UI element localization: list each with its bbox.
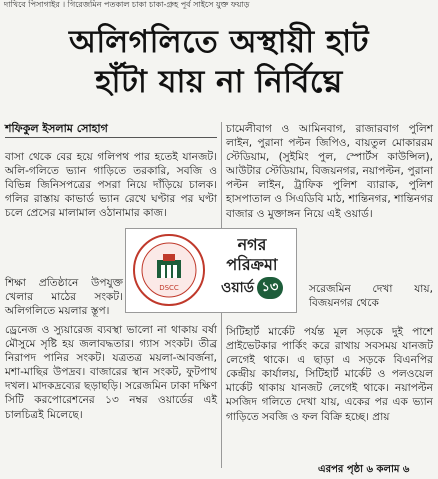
body-text: বাসা থেকে বের হয়ে গলিপথ পার হতেই যানজট। অলি-গলিতে ভ্যান গাড়িতে তরকারি, সবজি ও বিভিন্ন জিনিসপত্রের পসরা নিয়ে দাঁড়িয়ে চালক। গলির রাস্তায় কাভার্ড ভ্যান রেখে ঘণ্টার পর ঘণ্টা চলে প্রেসের মালামাল ওঠানামার কাজ।	[5, 151, 217, 220]
left-column-paragraph-2	[5, 276, 123, 318]
right-column-paragraph-3	[226, 325, 433, 424]
body-text: চামেলীবাগ ও আমিনবাগ, রাজারবাগ পুলিশ লাইন, পুরানা পল্টন জিপিও, বায়তুল মোকাররম স্টেডিয়াম, (সুইমিং পুল, স্পোর্টস কাউন্সিল), আউটার স্টেডিয়াম, বিজয়নগর, নয়াপল্টন, পুরানা পল্টন লাইন, ট্রাফিক পুলিশ ব্যারাক, পুলিশ হাসপাতাল ও সিএডিবি মাঠ, শান্তিনগর, শান্তিনগর বাজার ও মুক্তাঙ্গন নিয়ে এই ওয়ার্ড।	[226, 123, 433, 220]
box-title-line-2: পরিক্রমা	[226, 255, 278, 274]
body-text: সরেজমিন দেখা যায়, বিজয়নগর থেকে	[309, 283, 433, 310]
right-column-paragraph-2	[309, 282, 433, 310]
nagar-parikrama-box	[125, 228, 297, 313]
body-text: শিক্ষা প্রতিষ্ঠানে উপযুক্ত খেলার মাঠের সংকট। অলিগলিতে ময়লার স্তূপ।	[5, 277, 123, 318]
left-column-paragraph-1	[5, 150, 217, 220]
previous-article-strip: দাখিবে পিসাগাইর । গিরেজমিন পতকাল চাকা চাকা-গ্রুহ পূর্ব সাইসে যুক্ত ফয়াড়	[4, 0, 250, 9]
ward-label-row	[210, 277, 294, 299]
body-text: ড্রেনেজ ও স্যুয়ারেজ ব্যবস্থা ভালো না থাকায় বর্ষা মৌসুমে সৃষ্টি হয় জলাবদ্ধতার। গ্যাস সংকট। তীব্র নিরাপদ পানির সংকট। যত্রতত্র ময়লা-আবর্জনা, মশা-মাছির উপদ্রব। বাজারের স্থান সংকট, ফুটপাথ দখল। মাদকদ্রব্যের ছড়াছড়ি। সরেজমিন ঢাকা দক্ষিণ সিটি করপোরেশনের ১৩ নম্বর ওয়ার্ডের এই চালচিত্রই মিলেছে।	[5, 324, 217, 421]
body-text: সিটিহার্ট মার্কেট পর্যন্ত মূল সড়কে দুই পাশে প্রাইভেটকার পার্কিং করে রাখায় সবসময় যানজট লেগেই থাকে। এ ছাড়া এ সড়কে বিএনপির কেন্দ্রীয় কার্যালয়, সিটিহার্ট মার্কেট ও পলওয়েল মার্কেট থাকায় যানজট লেগেই থাকে। নয়াপল্টন মসজিদ গলিতে দেখা যায়, একের পর এক ভ্যান গাড়িতে সবজি ও ফল বিক্রি হচ্ছে। প্রায়	[226, 326, 433, 423]
ward-number-badge: ১৩	[257, 277, 283, 299]
byline: শফিকুল ইসলাম সোহাগ	[5, 122, 108, 135]
seal-text: DSCC	[159, 284, 179, 292]
left-column-paragraph-3	[5, 323, 217, 422]
city-corporation-seal-icon	[132, 233, 206, 307]
right-column-paragraph-1	[226, 122, 433, 221]
box-title-line-1: নগর	[237, 235, 267, 254]
continued-on-page: এরপর পৃষ্ঠা ৬ কলাম ৬	[318, 464, 410, 475]
ward-label: ওয়ার্ড	[221, 280, 254, 296]
headline-line-1: অলিগলিতে অস্থায়ী হাট	[68, 24, 370, 60]
byline-underline	[5, 137, 217, 138]
headline-line-2: হাঁটা যায় না নির্বিঘ্নে	[95, 64, 343, 100]
